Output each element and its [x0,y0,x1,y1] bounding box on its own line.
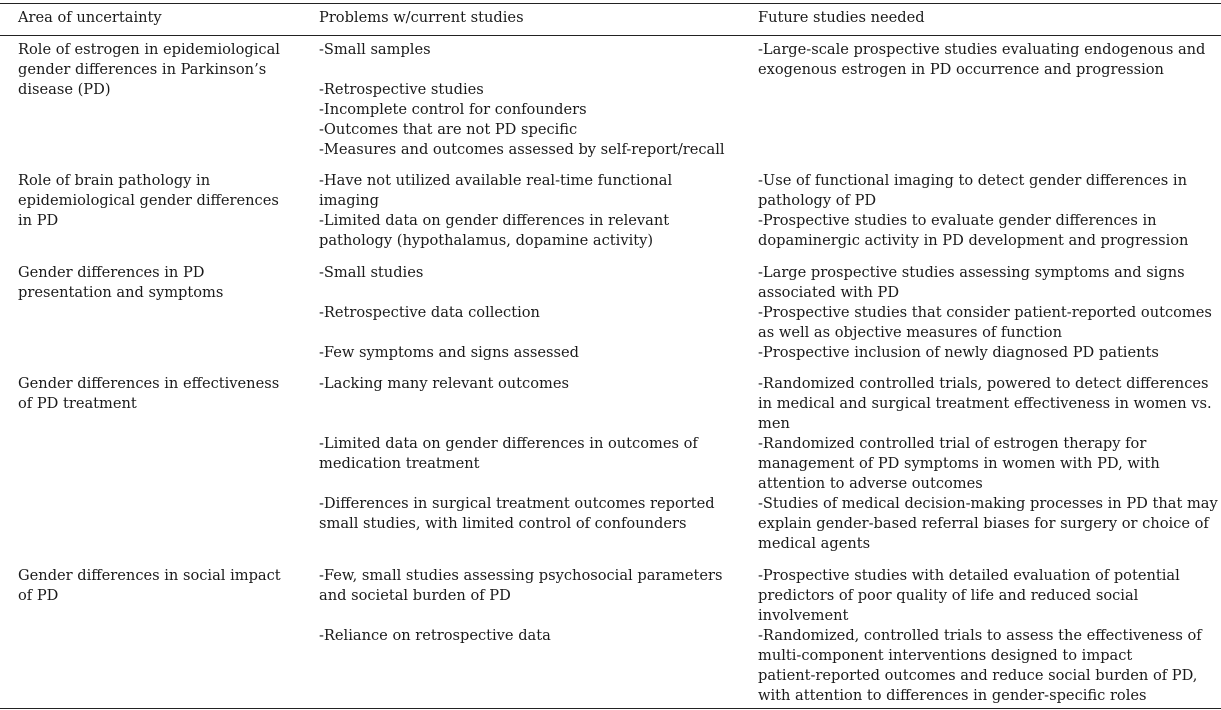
header-area: Area of uncertainty [18,9,162,26]
row-2-area: Gender differences in PD presentation and symptoms [18,264,224,301]
row-0-area: Role of estrogen in epidemiological gender differences in Parkinson’s disease (PD) [18,41,280,98]
header-problems: Problems w/current studies [319,9,524,26]
row-3-future-1: -Randomized controlled trial of estrogen therapy for management of PD symptoms in women with PD, with attention to adverse outcomes [758,435,1160,492]
row-4-problem-0: -Few, small studies assessing psychosocial parameters and societal burden of PD [319,567,723,604]
row-1-future-1: -Prospective studies to evaluate gender differences in dopaminergic activity in PD development and progression [758,212,1189,249]
row-3-problem-2: -Differences in surgical treatment outcomes reported small studies, with limited control of confounders [319,495,715,532]
row-3-problem-1: -Limited data on gender differences in outcomes of medication treatment [319,435,698,472]
row-2-problem-2: -Few symptoms and signs assessed [319,344,579,361]
row-0-problem-0: -Small samples [319,41,431,58]
row-0-problem-4: -Measures and outcomes assessed by self-report/recall [319,141,725,158]
row-1-future-0: -Use of functional imaging to detect gender differences in pathology of PD [758,172,1187,209]
row-1-problem-0: -Have not utilized available real-time functional imaging [319,172,673,209]
row-2-future-0: -Large prospective studies assessing symptoms and signs associated with PD [758,264,1185,301]
table-top-rule [0,3,1221,4]
row-2-future-2: -Prospective inclusion of newly diagnosed PD patients [758,344,1159,361]
row-2-problem-0: -Small studies [319,264,424,281]
row-1-problem-1: -Limited data on gender differences in relevant pathology (hypothalamus, dopamine activity) [319,212,670,249]
row-0-future-0: -Large-scale prospective studies evaluating endogenous and exogenous estrogen in PD occurrence and progression [758,41,1206,78]
row-3-future-2: -Studies of medical decision-making processes in PD that may explain gender-based referral biases for surgery or choice of medical agents [758,495,1218,552]
row-1-area: Role of brain pathology in epidemiological gender differences in PD [18,172,279,229]
row-0-problem-2: -Incomplete control for confounders [319,101,587,118]
header-rule [0,35,1221,36]
row-0-problem-1: -Retrospective studies [319,81,484,98]
row-2-future-1: -Prospective studies that consider patient-reported outcomes as well as objective measures of function [758,304,1212,341]
row-2-problem-1: -Retrospective data collection [319,304,540,321]
row-3-problem-0: -Lacking many relevant outcomes [319,375,569,392]
row-3-area: Gender differences in effectiveness of PD treatment [18,375,280,412]
row-4-area: Gender differences in social impact of PD [18,567,281,604]
row-3-future-0: -Randomized controlled trials, powered to detect differences in medical and surgical treatment effectiveness in women vs. men [758,375,1212,432]
row-4-future-1: -Randomized, controlled trials to assess the effectiveness of multi-component interventions designed to impact patient-reported outcomes and reduce social burden of PD, with attention to differences in gender-specific roles [758,627,1202,704]
row-4-problem-1: -Reliance on retrospective data [319,627,551,644]
table-bottom-rule [0,708,1221,709]
header-future: Future studies needed [758,9,925,26]
row-4-future-0: -Prospective studies with detailed evaluation of potential predictors of poor quality of life and reduced social involvement [758,567,1180,624]
row-0-problem-3: -Outcomes that are not PD specific [319,121,578,138]
